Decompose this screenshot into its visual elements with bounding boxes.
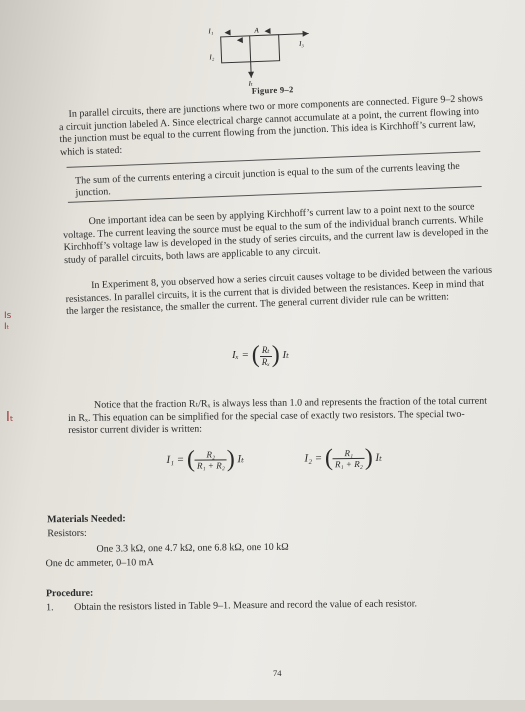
label-it: Iₜ: [248, 79, 253, 88]
general-divider-equation: Iₓ = ( $\frac{\text{Rₜ}}{\text{Rₓ}}$ ) Iₜ: [232, 342, 289, 368]
resistors-label: Resistors:: [47, 527, 87, 540]
resistors-list: One 3.3 kΩ, one 4.7 kΩ, one 6.8 kΩ, one 10 kΩ: [96, 541, 289, 555]
margin-note-it-small: Iₜ: [4, 322, 10, 332]
label-i1: I₁: [208, 27, 214, 36]
label-i2: I₂: [209, 53, 215, 62]
margin-note-it: Iₜ: [6, 410, 14, 425]
two-resistor-equation-i2: I₂ = ( $\frac{\text{R₁}}{\text{R₁ + R₂}}$ ) Iₜ: [304, 444, 382, 472]
law-statement: The sum of the currents entering a circuit junction is equal to the sum of the currents leaving the junction.: [74, 160, 460, 199]
label-i3: I₃: [298, 39, 304, 48]
figure-caption: Figure 9–2: [251, 84, 294, 96]
margin-note-is: Is: [4, 311, 12, 321]
label-node-a: A: [254, 26, 259, 35]
procedure-heading: Procedure:: [45, 587, 94, 600]
eq1-lhs: Iₓ =: [232, 349, 249, 362]
paragraph-current-divider: In Experiment 8, you observed how a series circuit causes voltage to be divided between the various resistances. In parallel circuits, it is the current that is divided between the resistances. Keep in mind that the larger the resistance, the smaller the current. The general current divider rule can be written:: [65, 264, 493, 318]
ammeter-item: One dc ammeter, 0–10 mA: [45, 557, 154, 570]
page-number: 74: [273, 668, 282, 678]
procedure-step-text: Obtain the resistors listed in Table 9–1. Measure and record the value of each resistor.: [74, 598, 418, 613]
eq1-fraction: $\frac{\text{Rₜ}}{\text{Rₓ}}$: [261, 344, 270, 367]
intro-paragraph: In parallel circuits, there are junctions where two or more components are connected. Figure 9–2 shows a circuit junction labeled A. Since electrical charge cannot accumulate at a point, the current flowing into the junction must be equal to the current flowing from the junction. This idea is Kirchhoff’s current law, which is stated:: [58, 92, 484, 158]
paragraph-kcl-source: One important idea can be seen by applying Kirchhoff’s current law to a point next to the source voltage. The current leaving the source must be equal to the sum of the individual branch currents. While Kirchhoff’s voltage law is developed in the study of series circuits, and the current law is developed in the study of parallel circuits, both laws are applicable to any circuit.: [62, 201, 489, 266]
procedure-step-number: 1.: [46, 602, 54, 614]
two-resistor-equation-i1: I₁ = ( $\frac{\text{R₂}}{\text{R₁ + R₂}}$ ) Iₜ: [166, 446, 244, 473]
materials-heading: Materials Needed:: [47, 513, 126, 526]
paragraph-two-resistor: Notice that the fraction Rₜ/Rₓ is always less than 1.0 and represents the fraction of the total current in Rₓ. This equation can be simplified for the special case of exactly two resistors. The special two-resistor current divider is written:: [68, 395, 488, 437]
eq1-rhs: Iₜ: [282, 349, 289, 362]
